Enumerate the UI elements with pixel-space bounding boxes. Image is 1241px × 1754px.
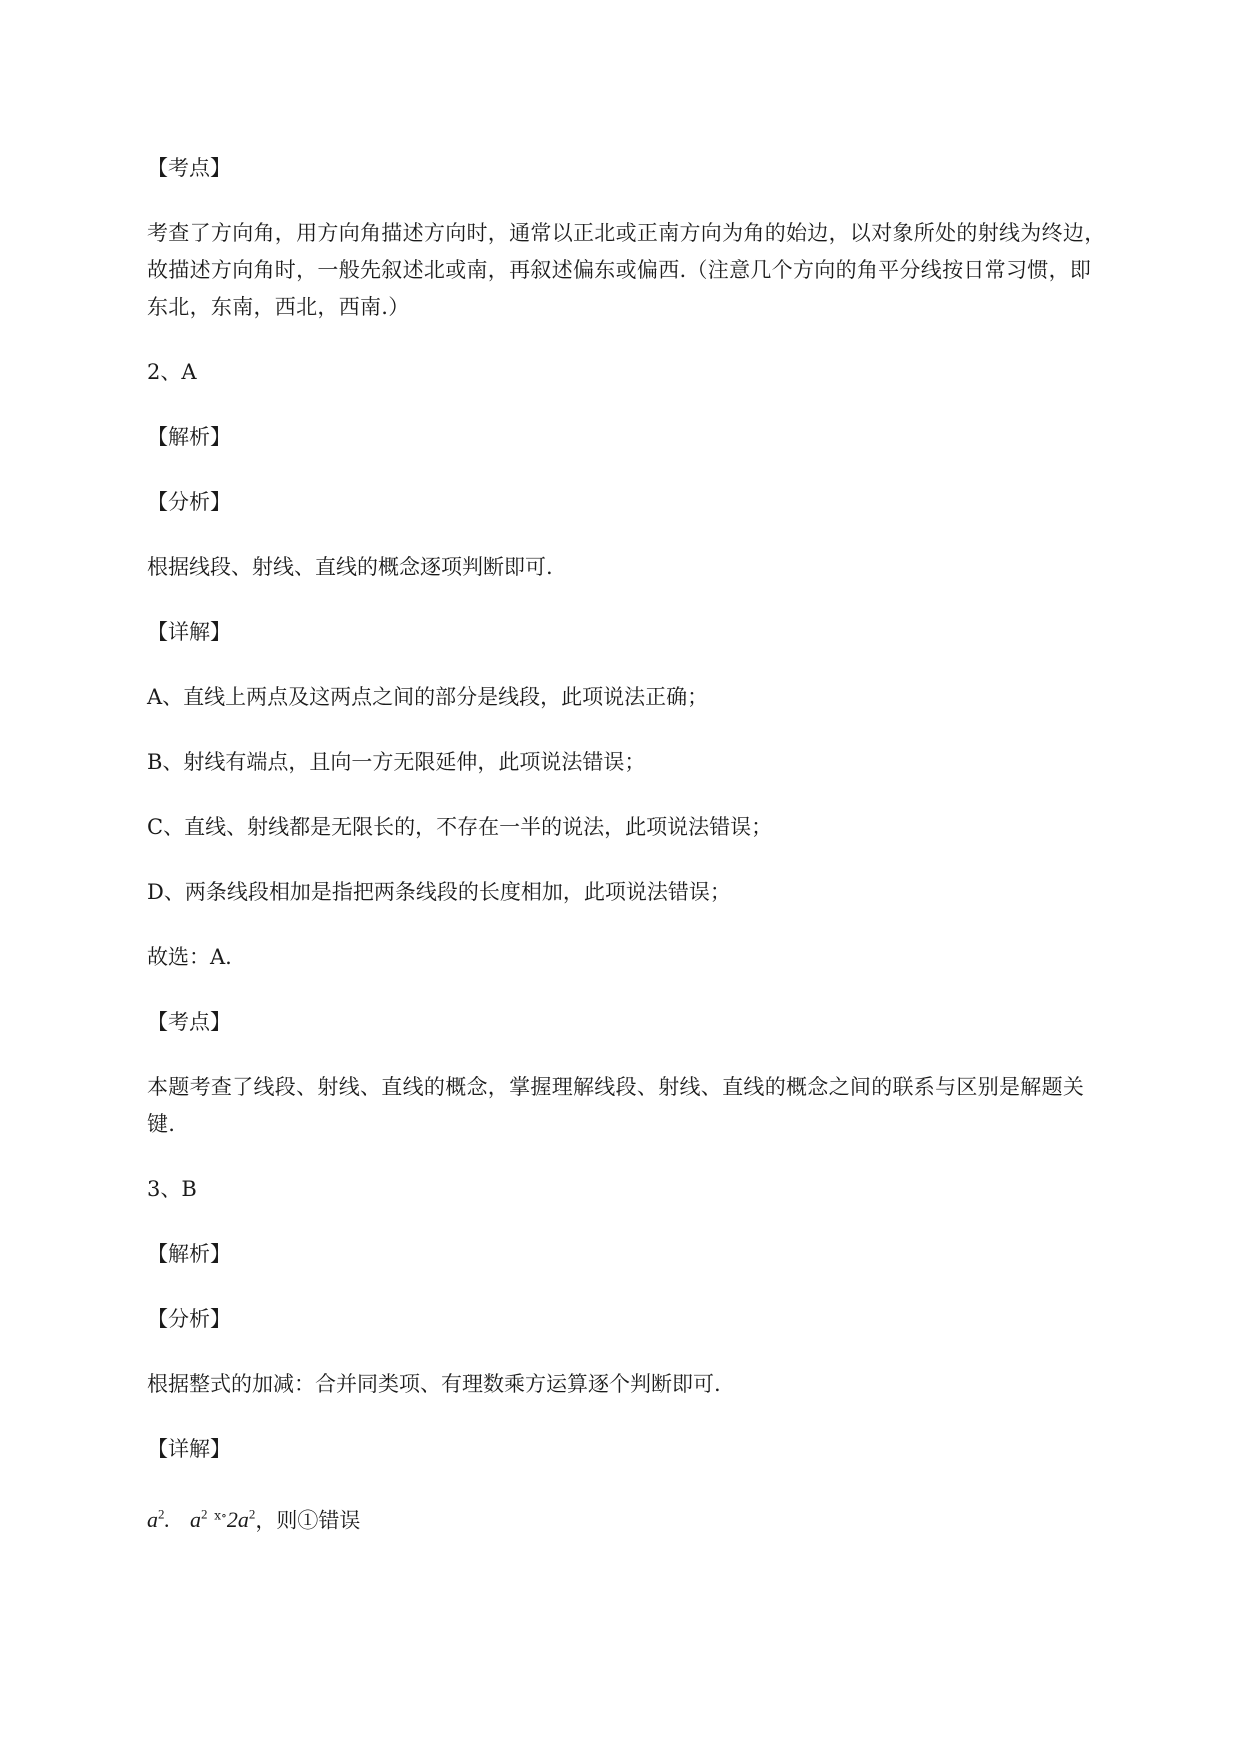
formula-conclusion: ，则①错误 (255, 1508, 361, 1533)
fenxi-text: 根据整式的加减：合并同类项、有理数乘方运算逐个判断即可. (147, 1372, 721, 1396)
section-heading-fenxi: 【分析】 (147, 490, 231, 514)
formula-line (147, 1496, 1177, 1539)
section-heading-kaodian: 【考点】 (147, 1010, 231, 1034)
section-heading-xiangjie: 【详解】 (147, 620, 231, 644)
answer-q2: 2、A (147, 360, 197, 384)
garbled-symbol: x∘ (214, 1508, 227, 1523)
option-d-explanation: D、两条线段相加是指把两条线段的长度相加，此项说法错误； (147, 880, 731, 904)
kaodian-paragraph (147, 1069, 1177, 1143)
fenxi-text: 根据线段、射线、直线的概念逐项判断即可. (147, 555, 553, 579)
formula-term: $a^2$ (190, 1507, 208, 1533)
answer-q3: 3、B (147, 1177, 197, 1201)
formula-term: $a^2$. (147, 1507, 170, 1533)
option-c-explanation: C、直线、射线都是无限长的，不存在一半的说法，此项说法错误； (147, 815, 773, 839)
option-a-explanation: A、直线上两点及这两点之间的部分是线段，此项说法正确； (147, 685, 709, 709)
paragraph-line: 考查了方向角，用方向角描述方向时，通常以正北或正南方向为角的始边，以对象所处的射线为终边， (147, 221, 1106, 245)
section-heading-fenxi: 【分析】 (147, 1307, 231, 1331)
paragraph-line: 本题考查了线段、射线、直线的概念，掌握理解线段、射线、直线的概念之间的联系与区别是解题关 (147, 1075, 1085, 1099)
section-heading-jiexi: 【解析】 (147, 425, 231, 449)
paragraph-line: 东北，东南，西北，西南.） (147, 295, 410, 319)
document-page (147, 150, 1177, 1539)
section-heading-jiexi: 【解析】 (147, 1242, 231, 1266)
paragraph-line: 故描述方向角时，一般先叙述北或南，再叙述偏东或偏西.（注意几个方向的角平分线按日常习惯，即 (147, 258, 1092, 282)
kaodian-paragraph (147, 215, 1177, 326)
final-choice: 故选：A. (147, 945, 232, 969)
paragraph-line: 键. (147, 1112, 176, 1136)
section-heading-kaodian: 【考点】 (147, 156, 231, 180)
option-b-explanation: B、射线有端点，且向一方无限延伸，此项说法错误； (147, 750, 646, 774)
section-heading-xiangjie: 【详解】 (147, 1437, 231, 1461)
formula-term: $2a^2$ (226, 1507, 256, 1533)
